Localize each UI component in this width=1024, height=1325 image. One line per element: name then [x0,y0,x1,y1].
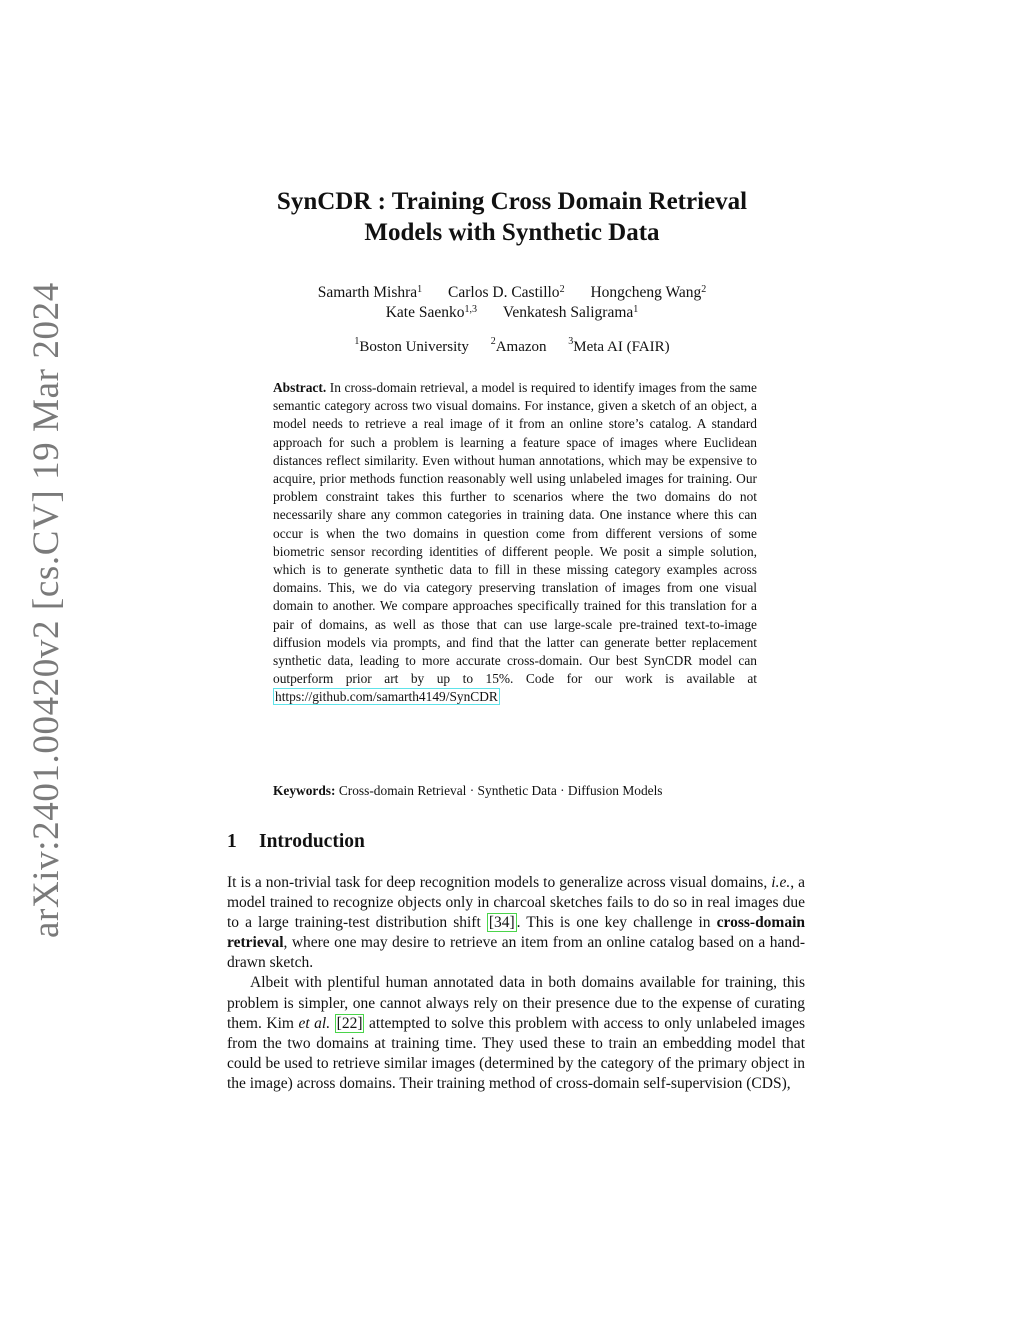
citation-link[interactable]: [34] [488,914,515,932]
author: Hongcheng Wang$^2$ [590,284,707,301]
section-number: 1 [227,831,237,852]
arxiv-identifier: arXiv:2401.00420v2 [cs.CV] 19 Mar 2024 [26,282,67,938]
section-heading [227,831,365,853]
author: Venkatesh Saligrama$^1$ [502,304,639,321]
abstract-text: In cross-domain retrieval, a model is required to identify images from the same semantic category across two visual domains. For instance, given a sketch of an object, a model needs to retrieve a real image of it from an online store’s catalog. A standard approach for such a problem is learning a feature space of images where Euclidean distances reflect similarity. Even without human annotations, which may be expensive to acquire, prior methods function reasonably well using unlabeled images for training. Our problem constraint takes this further to scenarios where the two domains do not necessarily share any common categories in training data. One instance where this can occur is when the two domains in question come from different versions of some biometric sensor recording identities of different people. We posit a simple solution, which is to generate synthetic data to fill in these missing category examples across domains. This, we do via category preserving translation of images from one visual domain to another. We compare approaches specifically trained for this translation for a pair of domains, as well as those that can use large-scale pre-trained text-to-image diffusion models via prompts, and find that the latter can generate better replacement synthetic data, leading to more accurate cross-domain. Our best SynCDR model can outperform prior art by up to 15%. Code for our work is available at [273,380,757,687]
affiliation: $^3$Meta AI (FAIR) [568,336,670,355]
citation-link[interactable]: [22] [336,1014,363,1032]
keywords-text: Cross-domain Retrieval · Synthetic Data · Diffusion Models [338,783,663,798]
author-list [0,283,1024,323]
abstract-label: Abstract. [273,380,327,395]
keywords [273,783,773,799]
author: Samarth Mishra$^1$ [317,284,423,301]
intro-body [227,873,805,1094]
paragraph: It is a non-trivial task for deep recognition models to generalize across visual domains, i.e., a model trained to recognize objects only in charcoal sketches fails to do so in real images due to a large training-test distribution shift [34] . This is one key challenge in cross-domain retrieval, where one may desire to retrieve an item from an online catalog based on a hand-drawn sketch. [227,874,806,972]
author: Carlos D. Castillo$^2$ [448,284,565,301]
paper-title [0,186,1024,248]
abstract [273,379,757,707]
title-line-2: Models with Synthetic Data [364,219,660,246]
title-line-1: SynCDR : Training Cross Domain Retrieval [276,188,748,215]
affiliation: $^2$Amazon [490,336,547,355]
code-link[interactable]: https://github.com/samarth4149/SynCDR [275,689,498,705]
keywords-label: Keywords: [273,783,336,798]
affiliation-list [0,336,1024,356]
section-title: Introduction [259,831,365,852]
author: Kate Saenko$^{1,3}$ [385,304,477,321]
paragraph: Albeit with plentiful human annotated data in both domains available for training, this problem is simpler, one cannot always rely on their presence due to the expense of curating them. Kim et al. [22] attempted to solve this problem with access to only unlabeled images from the two domains at training time. They used these to train an embedding model that could be used to retrieve similar images (determined by the category of the primary object in the image) across domains. Their training method of cross-domain self-supervision (CDS), [227,974,806,1092]
affiliation: $^1$Boston University [354,336,469,355]
